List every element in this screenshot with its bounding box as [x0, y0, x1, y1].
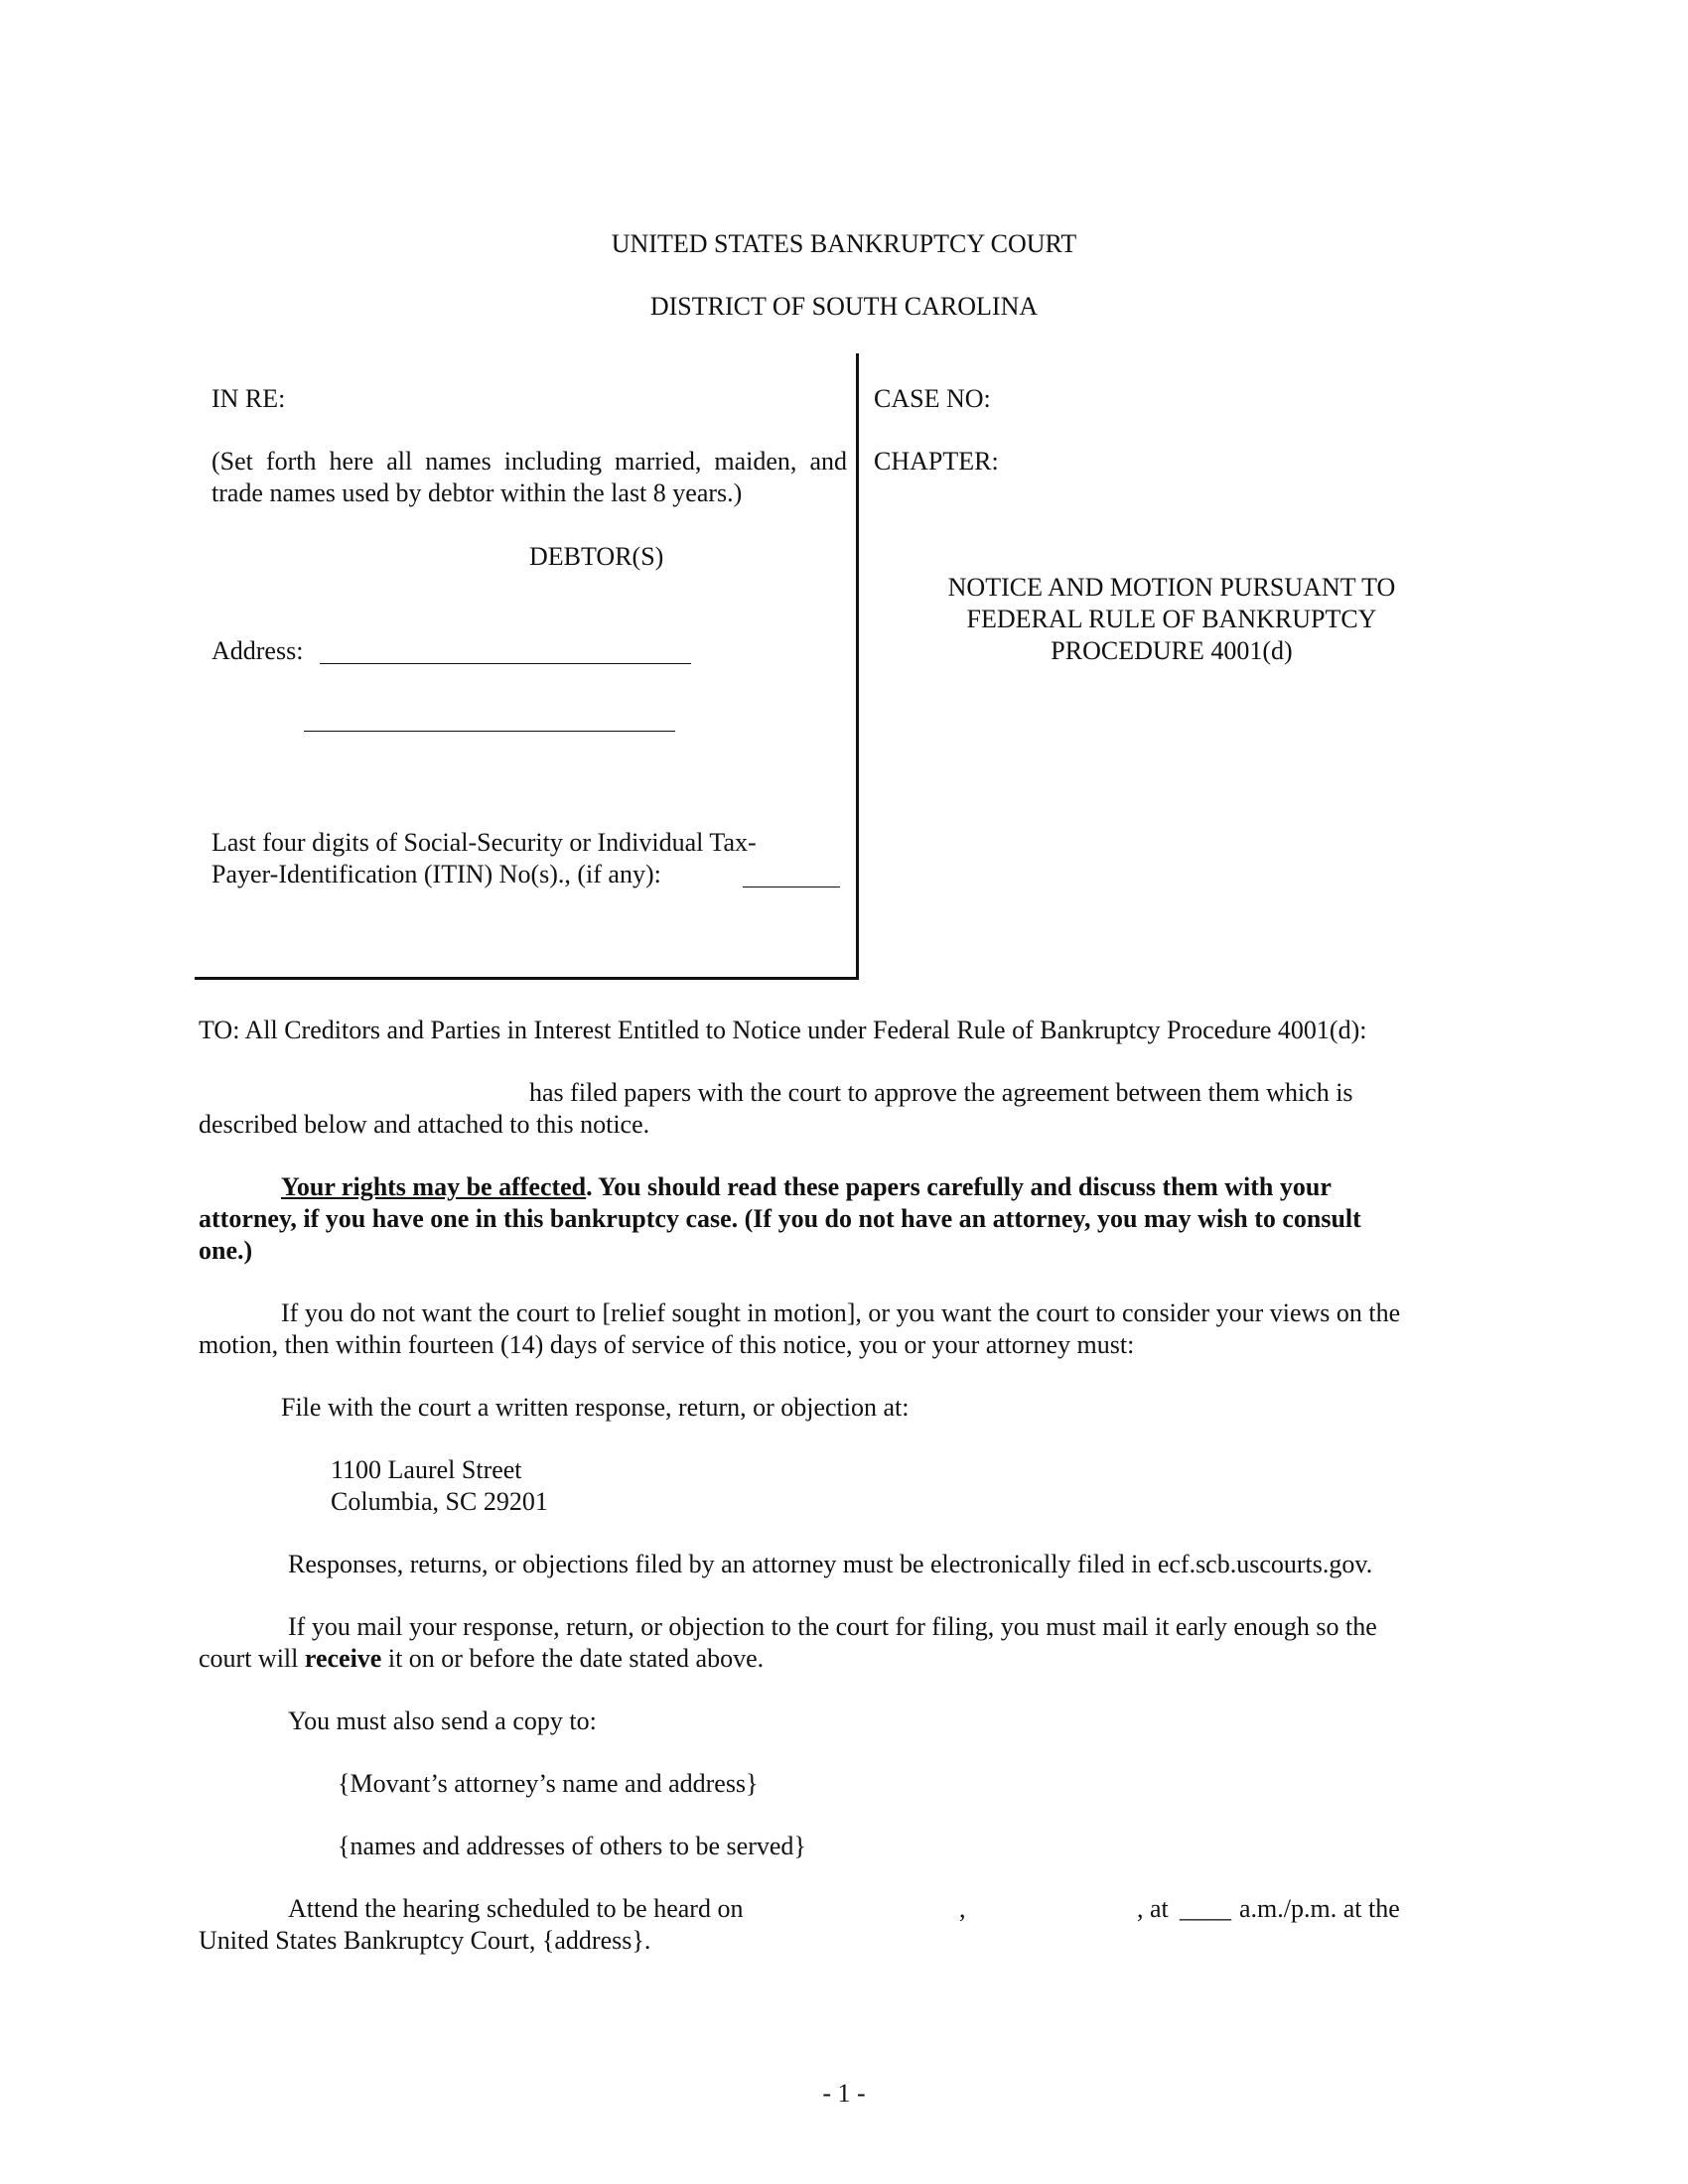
file-with-court: File with the court a written response, return, or objection at:: [281, 1393, 910, 1422]
names-instruction-line-2: trade names used by debtor within the last 8 years.): [211, 478, 743, 507]
address-blank-line-1: [320, 635, 691, 664]
in-re-label: IN RE:: [211, 384, 286, 413]
hearing-comma: ,: [959, 1894, 966, 1923]
rights-line-2: attorney, if you have one in this bankruptcy case. (If you do not have an attorney, you may wish to consult: [199, 1204, 1361, 1233]
to-line: TO: All Creditors and Parties in Interest Entitled to Notice under Federal Rule of Bankruptcy Procedure 4001(d):: [199, 1016, 1367, 1044]
court-name: UNITED STATES BANKRUPTCY COURT: [611, 229, 1077, 258]
court-address-street: 1100 Laurel Street: [331, 1455, 522, 1484]
page-number: - 1 -: [822, 2079, 866, 2108]
send-copy-to: You must also send a copy to:: [288, 1706, 597, 1735]
filed-line-1: has filed papers with the court to approve the agreement between them which is: [529, 1078, 1353, 1107]
ssn-line-2: Payer-Identification (ITIN) No(s)., (if any):: [211, 860, 661, 888]
if-not-line-2: motion, then within fourteen (14) days of service of this notice, you or your attorney must:: [199, 1330, 1135, 1359]
district-name: DISTRICT OF SOUTH CAROLINA: [649, 292, 1039, 321]
hearing-line-1-post: a.m./p.m. at the: [1239, 1894, 1400, 1923]
if-not-line-1: If you do not want the court to [relief sought in motion], or you want the court to consider your views on the: [281, 1298, 1401, 1327]
caption-vertical-rule: [856, 353, 859, 979]
filed-line-2: described below and attached to this notice.: [199, 1110, 650, 1139]
debtors-label: DEBTOR(S): [529, 542, 664, 571]
address-blank-line-2: [304, 703, 675, 732]
electronic-filing-note: Responses, returns, or objections filed by an attorney must be electronically filed in ecf.scb.uscourts.gov.: [288, 1550, 1373, 1578]
others-served-placeholder: {names and addresses of others to be served}: [338, 1832, 806, 1860]
mail-line-2-post: it on or before the date stated above.: [381, 1644, 765, 1673]
hearing-line-1-pre: Attend the hearing scheduled to be heard on: [288, 1894, 744, 1923]
movant-attorney-placeholder: {Movant’s attorney’s name and address}: [338, 1769, 759, 1798]
motion-title-line-1: NOTICE AND MOTION PURSUANT TO: [947, 573, 1396, 602]
mail-line-2: [199, 1643, 764, 1675]
chapter-label: CHAPTER:: [874, 447, 999, 476]
receive-emphasis: receive: [304, 1644, 382, 1673]
case-no-label: CASE NO:: [874, 384, 991, 413]
motion-title-line-2: FEDERAL RULE OF BANKRUPTCY: [966, 605, 1377, 633]
hearing-time-blank: ____: [1180, 1894, 1231, 1923]
rights-line-1-rest: . You should read these papers carefully and discuss them with your: [586, 1172, 1332, 1201]
address-label: Address:: [211, 636, 304, 665]
ssn-blank-line: [743, 859, 840, 887]
ssn-line-1: Last four digits of Social-Security or Individual Tax-: [211, 828, 757, 857]
motion-title-line-3: PROCEDURE 4001(d): [1051, 636, 1293, 665]
rights-line-1: [281, 1171, 1332, 1203]
names-instruction-line-1: (Set forth here all names including married, maiden, and: [211, 447, 847, 476]
mail-line-2-pre: court will: [199, 1644, 305, 1673]
court-address-city: Columbia, SC 29201: [331, 1487, 548, 1516]
hearing-line-2: United States Bankruptcy Court, {address}.: [199, 1926, 651, 1955]
rights-line-3: one.): [199, 1236, 253, 1265]
mail-line-1: If you mail your response, return, or objection to the court for filing, you must mail it early enough so the: [288, 1612, 1377, 1641]
hearing-at: , at: [1137, 1894, 1169, 1923]
rights-affected-emphasis: Your rights may be affected: [281, 1172, 587, 1201]
caption-horizontal-rule: [195, 977, 859, 980]
